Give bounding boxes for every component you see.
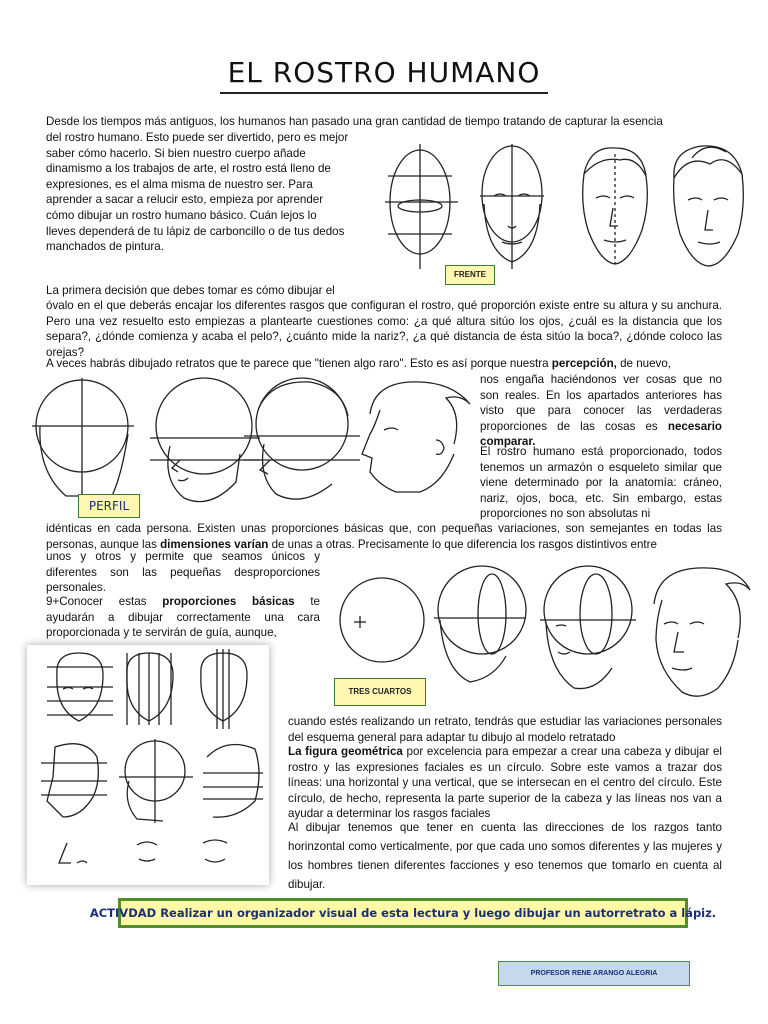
basic-proportions-bold: proporciones básicas	[162, 595, 295, 608]
profile-face-1	[32, 378, 134, 498]
side-proportion-3	[203, 745, 263, 818]
frente-label: FRENTE	[445, 265, 495, 285]
paragraph-3-right	[480, 372, 722, 450]
profile-face-3	[244, 378, 360, 499]
intro-line: lleves dependerá de tu lápiz de carboncillo o de tus dedos	[46, 224, 345, 238]
paragraph-4-text: idénticas en cada persona. Existen unas proporciones básicas que, con pequeñas variaciones, son semejantes en todas las personas, aunque las	[46, 522, 722, 551]
paragraph-4-left: unos y otros y permite que seamos únicos y diferentes son las pequeñas desproporciones personales.	[46, 550, 320, 595]
intro-line: dinamismo a los trabajos de arte, el rostro está lleno de	[46, 162, 331, 176]
front-faces-illustration	[380, 134, 754, 278]
intro-line: aprender a sacar a relucir esto, empieza por aprender	[46, 193, 324, 207]
activity-box	[89, 898, 717, 928]
three-quarter-face-1	[340, 578, 424, 662]
intro-line: expresiones, es el alma misma de nuestro ser. Para	[46, 177, 313, 191]
three-quarter-face-3	[540, 566, 636, 689]
profile-face-2	[150, 378, 260, 502]
side-proportion-1	[41, 744, 107, 817]
paragraph-3-text: A veces habrás dibujado retratos que te parece que "tienen algo raro". Esto es así porque nuestra	[46, 357, 552, 370]
front-face-2	[480, 144, 544, 269]
three-quarter-face-2	[434, 566, 526, 682]
paragraph-6: cuando estés realizando un retrato, tendrás que estudiar las variaciones personales del esquema general para adaptar tu dibujo al modelo retratado	[288, 715, 722, 744]
three-quarter-face-4	[654, 568, 750, 696]
activity-text: Realizar un organizador visual de esta lectura y luego dibujar un autorretrato a lápiz.	[156, 906, 717, 920]
front-face-3	[583, 148, 648, 264]
front-face-1	[385, 144, 458, 269]
tres-cuartos-label: TRES CUARTOS	[334, 678, 426, 706]
paragraph-8: Al dibujar tenemos que tener en cuenta las direcciones de los razgos tanto horinzontal como verticalmente, por que cada uno somos diferentes y las mujeres y los hombres tienen diferentes facciones y eso tenemos que tomarlo en cuenta al dibujar.	[288, 821, 722, 891]
intro-line: cómo dibujar un rostro humano básico. Cuán lejos lo	[46, 208, 317, 222]
intro-paragraph	[46, 130, 366, 255]
paragraph-3-start	[46, 356, 722, 372]
paragraph-3-right-text: nos engaña haciéndonos ver cosas que no son reales. En los apartados anteriores has visto que para conocer las verdaderas proporciones de las cosas es	[480, 373, 722, 433]
paragraph-3-text-end: de nuevo,	[616, 357, 672, 370]
perception-bold: percepción,	[551, 357, 617, 370]
paragraph-4-text-end: de unas a otras. Precisamente lo que diferencia los rasgos distintivos entre	[268, 537, 657, 551]
paragraph-5-text: 9+Conocer estas	[46, 595, 163, 608]
intro-line: del rostro humano. Esto puede ser divertido, pero es mejor	[46, 131, 349, 144]
feature-details	[59, 840, 227, 863]
intro-first-line: Desde los tiempos más antiguos, los humanos han pasado una gran cantidad de tiempo tratando de capturar la esencia	[46, 115, 663, 128]
front-proportion-3	[201, 649, 247, 729]
activity-label: ACTIVDAD	[89, 906, 157, 920]
geometric-figure-bold: La figura geométrica	[288, 745, 403, 758]
paragraph-5-text-end: te ayudarán a dibujar correctamente una cara proporcionada y te servirán de guía, aunque,	[46, 595, 320, 640]
paragraph-2: óvalo en el que deberás encajar los diferentes rasgos que configuran el rostro, qué proporción existe entre su altura y su anchura. Pero una vez resuelto esto empiezas a plantearte cuestiones como: ¿a qué altura sitúo los ojos, ¿cuál es la distancia que los separa?, ¿dónde comienza y acaba el pelo?, ¿cuánto mide la nariz?, ¿a qué distancia de ésta sitúo la boca?, ¿dónde coloco las orejas?	[46, 299, 722, 359]
paragraph-4	[46, 521, 722, 552]
front-face-4	[674, 146, 744, 266]
compare-bold: necesario comparar.	[480, 419, 722, 449]
paragraph-7-text: por excelencia para empezar a crear una cabeza y dibujar el rostro y las expresiones faciales es un círculo. Sobre este vamos a trazar dos líneas: una horizontal y una vertical, que se intersecan en el centro del círculo. Este círculo, de hecho, representa la parte superior de la cabeza y las líneas nos van a ayudar a determinar los rasgos faciales	[288, 745, 722, 821]
proportions-diagram-panel	[27, 645, 269, 885]
paragraph-7	[288, 744, 722, 822]
paragraph-2-start: La primera decisión que debes tomar es cómo dibujar el	[46, 284, 335, 297]
front-proportion-1	[47, 653, 113, 721]
page-title: EL ROSTRO HUMANO	[227, 56, 541, 89]
side-proportion-2	[119, 739, 193, 823]
proportions-diagram	[27, 645, 269, 885]
dimensions-bold: dimensiones varían	[160, 537, 269, 551]
perfil-label: PERFIL	[78, 494, 140, 518]
profile-face-4	[362, 382, 470, 492]
front-proportion-2	[127, 653, 173, 725]
title-underline	[220, 92, 548, 94]
paragraph-4-right: El rostro humano está proporcionado, todos tenemos un armazón o esqueleto similar que viene determinado por la anatomía: cráneo, nariz, ojos, boca, etc. Sin embargo, estas proporciones no son absolutas ni	[480, 445, 722, 521]
intro-line: manchados de pintura.	[46, 240, 164, 254]
paragraph-5	[46, 594, 320, 641]
professor-box: PROFESOR RENE ARANGO ALEGRIA	[498, 961, 690, 986]
intro-line: saber cómo hacerlo. Si bien nuestro cuerpo añade	[46, 146, 306, 160]
